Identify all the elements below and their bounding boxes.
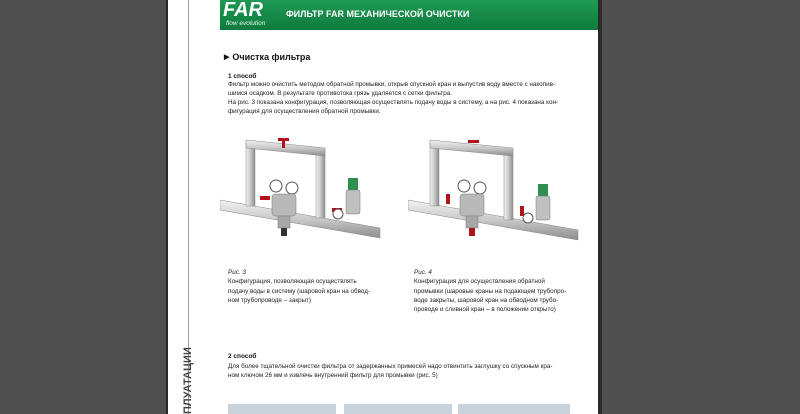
method1-heading: 1 способ <box>228 73 257 80</box>
method2-heading: 2 способ <box>228 353 257 360</box>
page-shadow-right <box>598 0 602 414</box>
logo-text: FAR <box>223 0 263 21</box>
figure-3-caption-line-1: Конфигурация, позволяющая осуществлять <box>228 278 357 286</box>
figure-5a-image-top <box>228 404 336 414</box>
far-logo <box>222 1 282 29</box>
figure-4-image <box>408 128 588 248</box>
figure-4-label: Рис. 4 <box>414 269 432 276</box>
method2-line-2: ном ключом 26 мм и извлечь внутренний фильтр для промывки (рис. 5) <box>228 372 438 379</box>
method1-line-4: фигурация для осуществления обратной промывки. <box>228 108 381 115</box>
figure-3-caption-line-2: подачу воды в систему (шаровой кран на обвод- <box>228 287 371 295</box>
figure-4-caption-line-1: Конфигурация для осуществления обратной <box>414 278 545 286</box>
figure-3-caption-line-3: ном трубопроводе – закрыт) <box>228 296 312 304</box>
pipe-assembly-illustration <box>220 128 390 248</box>
figure-3-label: Рис. 3 <box>228 269 246 276</box>
method1-line-2: шимся осадком. В результате противотока грязь удаляется с сетки фильтра. <box>228 90 453 97</box>
figure-4-caption <box>414 268 566 314</box>
page-header-title: ФИЛЬТР FAR МЕХАНИЧЕСКОЙ ОЧИСТКИ <box>286 9 470 19</box>
section-title-text: Очистка фильтра <box>232 52 311 62</box>
figure-4-caption-line-4: проводе и сливной кран – в положении открыто) <box>414 306 556 314</box>
side-section-label: ПЛУАТАЦИИ <box>182 347 194 414</box>
method1-line-3: На рис. 3 показана конфигурация, позволяющая осуществлять подачу воды в систему, а на рис. 4 показана кон- <box>228 99 559 106</box>
figure-3-caption <box>228 268 370 305</box>
method1-line-1: Фильтр можно очистить методом обратной промывки, открыв спускной кран и выпустив воду вместе с накопив- <box>228 81 556 88</box>
logo-tagline: flow evolution <box>226 20 266 27</box>
figure-4-caption-line-2: промывки (шаровые краны на подающем трубопро- <box>414 287 567 295</box>
section-title <box>224 52 310 62</box>
figure-5b-image-top <box>344 404 452 414</box>
figure-3-image <box>220 128 390 248</box>
figure-5c-image-top <box>458 404 570 414</box>
section-arrow-icon: ▶ <box>224 54 230 61</box>
method2-line-1: Для более тщательной очистки фильтра от задержанных примесей надо отвинтить заглушку со спускным кра- <box>228 363 553 370</box>
pipe-assembly-illustration-backwash <box>408 128 588 248</box>
figure-4-caption-line-3: воде закрыты, шаровой кран на обводном трубо- <box>414 296 559 304</box>
document-page <box>168 0 598 414</box>
